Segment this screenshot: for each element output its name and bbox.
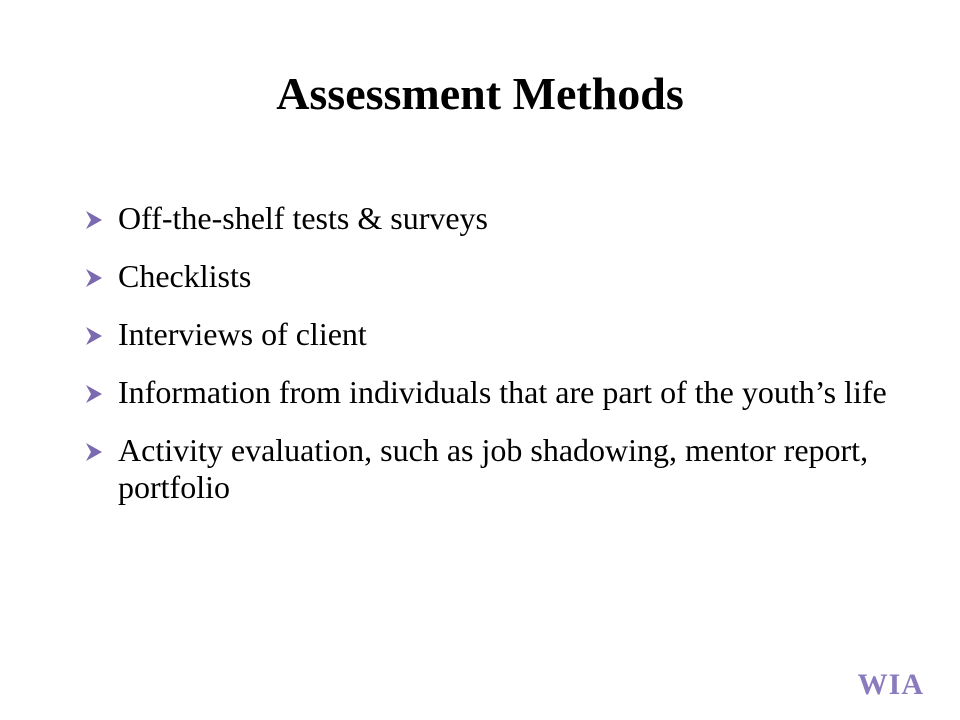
wia-logo: WIA xyxy=(857,668,924,701)
bullet-text: Activity evaluation, such as job shadowing, mentor report, portfolio xyxy=(118,432,869,505)
arrowhead-bullet-icon xyxy=(84,268,104,288)
arrowhead-bullet-icon xyxy=(84,384,104,404)
bullet-text: Information from individuals that are part of the youth’s life xyxy=(118,374,887,410)
arrowhead-bullet-icon xyxy=(84,442,104,462)
arrowhead-bullet-icon xyxy=(84,210,104,230)
bullet-item xyxy=(84,432,904,506)
bullet-item xyxy=(84,200,904,237)
bullet-item xyxy=(84,258,904,295)
bullet-text: Off-the-shelf tests & surveys xyxy=(118,200,488,236)
bullet-item xyxy=(84,316,904,353)
bullet-item xyxy=(84,374,904,411)
slide-title: Assessment Methods xyxy=(276,68,684,119)
arrowhead-bullet-icon xyxy=(84,326,104,346)
bullet-list xyxy=(84,200,904,527)
bullet-text: Checklists xyxy=(118,258,252,294)
bullet-text: Interviews of client xyxy=(118,316,367,352)
